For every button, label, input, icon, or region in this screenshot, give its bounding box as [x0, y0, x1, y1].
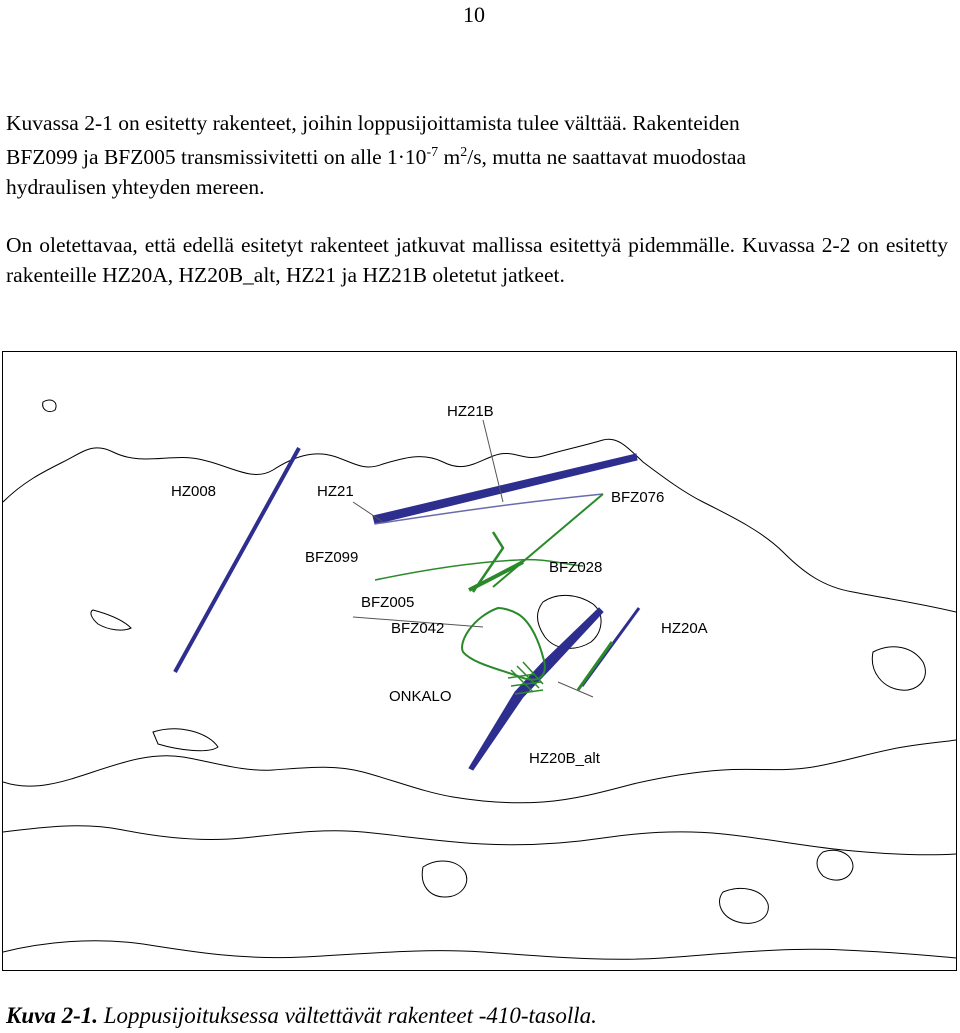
caption-label: Kuva 2-1.	[6, 1003, 98, 1028]
label-bfz076: BFZ076	[611, 489, 665, 506]
superscript-2: 2	[460, 145, 468, 160]
label-bfz028: BFZ028	[549, 559, 603, 576]
map-svg	[3, 352, 956, 970]
hz20b-alt-zone	[469, 608, 603, 770]
paragraph-1-line-3: hydraulisen yhteyden mereen.	[6, 175, 265, 200]
hz21-zone	[373, 454, 637, 524]
label-hz21: HZ21	[317, 483, 354, 500]
label-hz20a: HZ20A	[661, 620, 708, 637]
label-hz21b: HZ21B	[447, 403, 494, 420]
paragraph-1-line-2a: BFZ099 ja BFZ005 transmissivitetti on alle 1·10	[6, 145, 427, 170]
label-onkalo: ONKALO	[389, 688, 452, 705]
bfz042-loop	[462, 608, 545, 680]
caption-text: Loppusijoituksessa vältettävät rakenteet -410-tasolla.	[98, 1003, 597, 1028]
label-bfz042: BFZ042	[391, 620, 445, 637]
label-bfz005: BFZ005	[361, 594, 415, 611]
label-hz008: HZ008	[171, 483, 217, 500]
paragraph-1-line-1: Kuvassa 2-1 on esitetty rakenteet, joihin loppusijoittamista tulee välttää. Rakenteiden	[6, 111, 740, 135]
page-number: 10	[463, 2, 485, 27]
hz008-line	[175, 448, 299, 672]
paragraph-1	[6, 108, 948, 202]
map-figure	[2, 351, 957, 971]
label-hz20b-alt: HZ20B_alt	[529, 750, 600, 767]
figure-caption	[6, 1003, 597, 1029]
coastline	[3, 400, 956, 959]
paragraph-2: On oletettavaa, että edellä esitetyt rakenteet jatkuvat mallissa esitettyä pidemmälle. Kuvassa 2-2 on esitetty rakenteille HZ20A, HZ20B_alt, HZ21 ja HZ21B oletetut jatkeet.	[6, 233, 948, 287]
paragraph-1-line-2b: m	[438, 145, 461, 170]
label-bfz099: BFZ099	[305, 549, 359, 566]
green-hz20a-line	[578, 642, 612, 690]
paragraph-1-line-2c: /s, mutta ne saattavat muodostaa	[467, 145, 747, 170]
exponent: -7	[426, 145, 439, 160]
